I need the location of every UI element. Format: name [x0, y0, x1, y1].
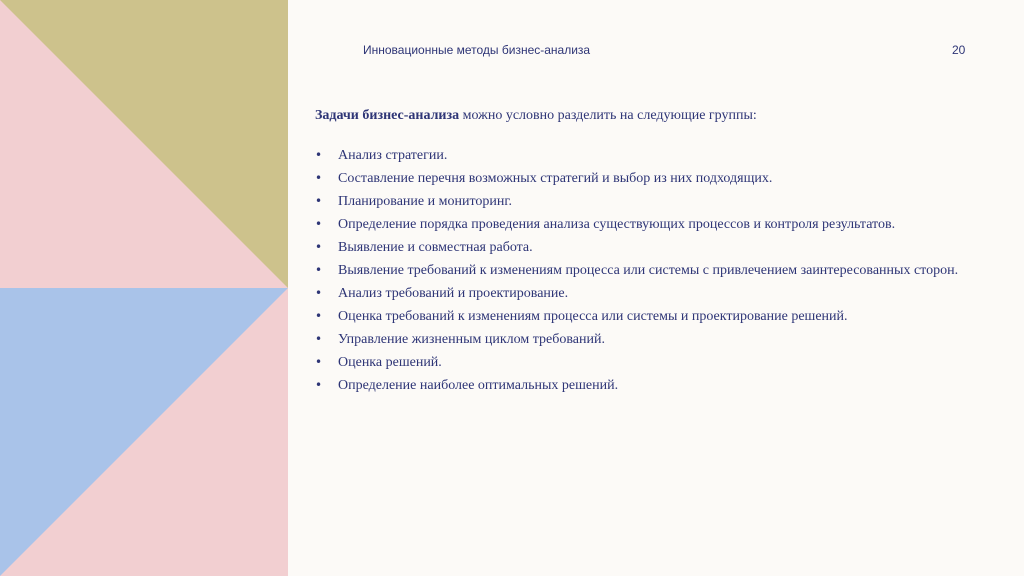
- list-item-text: Оценка требований к изменениям процесса или системы и проектирование решений.: [338, 309, 848, 324]
- bullet-icon: •: [315, 171, 323, 185]
- task-list: [315, 147, 985, 394]
- list-item: [315, 285, 985, 302]
- bullet-icon: •: [315, 148, 323, 162]
- list-item: [315, 331, 985, 348]
- list-item-text: Определение наиболее оптимальных решений.: [338, 378, 619, 393]
- bullet-icon: •: [315, 194, 323, 208]
- list-item-text: Планирование и мониторинг.: [338, 194, 513, 209]
- list-item: [315, 216, 985, 233]
- bullet-icon: •: [315, 309, 323, 323]
- intro-bold-text: Задачи бизнес-анализа: [315, 108, 460, 123]
- list-item-text: Оценка решений.: [338, 355, 442, 370]
- list-item-text: Определение порядка проведения анализа существующих процессов и контроля результатов.: [338, 217, 896, 232]
- list-item-text: Управление жизненным циклом требований.: [338, 332, 605, 347]
- bullet-icon: •: [315, 240, 323, 254]
- intro-paragraph: [315, 107, 985, 124]
- list-item-text: Выявление требований к изменениям процесса или системы с привлечением заинтересованных сторон.: [338, 263, 959, 278]
- list-item: [315, 170, 985, 187]
- presentation-title: Инновационные методы бизнес-анализа: [363, 43, 591, 57]
- list-item-text: Анализ требований и проектирование.: [338, 286, 569, 301]
- bullet-icon: •: [315, 286, 323, 300]
- bullet-icon: •: [315, 263, 323, 277]
- intro-text: можно условно разделить на следующие группы:: [459, 108, 757, 123]
- list-item: [315, 377, 985, 394]
- list-item: [315, 239, 985, 256]
- list-item: [315, 193, 985, 210]
- list-item-text: Анализ стратегии.: [338, 148, 448, 163]
- list-item: [315, 354, 985, 371]
- bullet-icon: •: [315, 355, 323, 369]
- list-item-text: Выявление и совместная работа.: [338, 240, 533, 255]
- list-item: [315, 308, 985, 325]
- list-item: [315, 147, 985, 164]
- bullet-icon: •: [315, 332, 323, 346]
- decorative-triangles: [0, 0, 288, 576]
- list-item-text: Составление перечня возможных стратегий и выбор из них подходящих.: [338, 171, 773, 186]
- bullet-icon: •: [315, 217, 323, 231]
- list-item: [315, 262, 985, 279]
- bullet-icon: •: [315, 378, 323, 392]
- slide-content: [315, 107, 985, 400]
- page-number: 20: [952, 43, 966, 57]
